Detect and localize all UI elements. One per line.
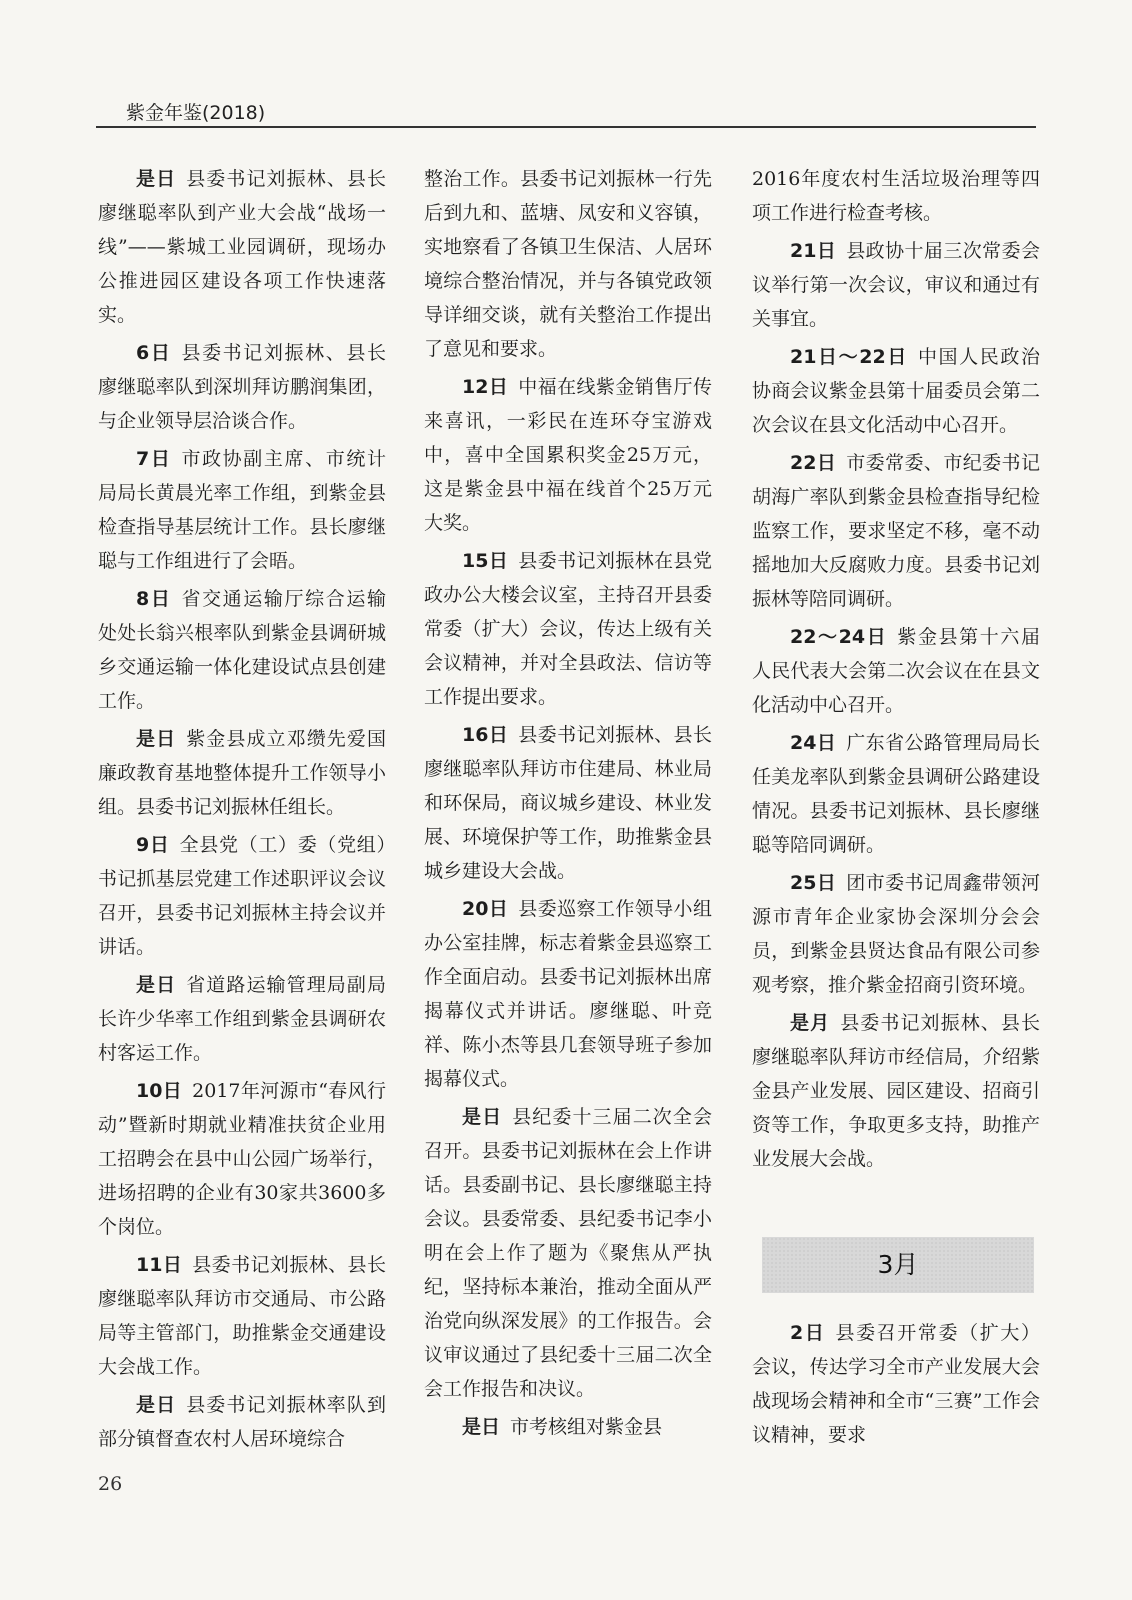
- entry-date: 是日: [136, 728, 177, 750]
- entry-date: 是日: [136, 168, 177, 190]
- entry-date: 20日: [462, 898, 509, 920]
- entry-text: 市委常委、市纪委书记胡海广率队到紫金县检查指导纪检监察工作，要求坚定不移，毫不动摇地加大反腐败力度。县委书记刘振林等陪同调研。: [752, 452, 1040, 610]
- entry: [98, 1388, 386, 1456]
- entry-date: 25日: [790, 872, 837, 894]
- header-title: 紫金年鉴(2018): [126, 102, 266, 124]
- entry: [752, 1316, 1040, 1452]
- entry-date: 6日: [136, 342, 172, 364]
- header-rule: [96, 126, 1036, 128]
- entry-text: 县委巡察工作领导小组办公室挂牌，标志着紫金县巡察工作全面启动。县委书记刘振林出席揭幕仪式并讲话。廖继聪、叶竞祥、陈小杰等县几套领导班子参加揭幕仪式。: [424, 898, 712, 1090]
- entry: [98, 1074, 386, 1244]
- column-1: [98, 162, 386, 1460]
- entry-date: 22～24日: [790, 626, 888, 648]
- month-heading-box: [762, 1237, 1034, 1293]
- entry-text: 中福在线紫金销售厅传来喜讯，一彩民在连环夺宝游戏中，喜中全国累积奖金25万元，这是紫金县中福在线首个25万元大奖。: [424, 376, 712, 534]
- column-3: [752, 162, 1040, 1180]
- entry-text: 县纪委十三届二次全会召开。县委书记刘振林在会上作讲话。县委副书记、县长廖继聪主持会议。县委常委、县纪委书记李小明在会上作了题为《聚焦从严执纪，坚持标本兼治，推动全面从严治党向纵深发展》的工作报告。会议审议通过了县纪委十三届二次全会工作报告和决议。: [424, 1106, 712, 1400]
- entry: [98, 336, 386, 438]
- entry: [424, 892, 712, 1096]
- entry-date: 11日: [136, 1254, 183, 1276]
- entry: [752, 446, 1040, 616]
- entry: [752, 866, 1040, 1002]
- entry-date: 21日: [790, 240, 837, 262]
- entry-date: 是日: [136, 974, 177, 996]
- entry-text: 省道路运输管理局副局长许少华率工作组到紫金县调研农村客运工作。: [98, 974, 386, 1064]
- entry-date: 12日: [462, 376, 509, 398]
- entry-text: 县委书记刘振林、县长廖继聪率队拜访市住建局、林业局和环保局，商议城乡建设、林业发展、环境保护等工作，助推紫金县城乡建设大会战。: [424, 724, 712, 882]
- entry: [98, 1248, 386, 1384]
- entry: [752, 1006, 1040, 1176]
- entry-date: 2日: [790, 1322, 826, 1344]
- entry-date: 7日: [136, 448, 172, 470]
- entry-date: 24日: [790, 732, 837, 754]
- entry: [98, 968, 386, 1070]
- entry-text: 团市委书记周鑫带领河源市青年企业家协会深圳分会会员，到紫金县贤达食品有限公司参观考察，推介紫金招商引资环境。: [752, 872, 1040, 996]
- entry: [98, 442, 386, 578]
- entry-text: 整治工作。县委书记刘振林一行先后到九和、蓝塘、凤安和义容镇，实地察看了各镇卫生保洁、人居环境综合整治情况，并与各镇党政领导详细交谈，就有关整治工作提出了意见和要求。: [424, 168, 712, 360]
- entry-text: 县委书记刘振林、县长廖继聪率队拜访市经信局，介绍紫金县产业发展、园区建设、招商引资等工作，争取更多支持，助推产业发展大会战。: [752, 1012, 1040, 1170]
- entry-text: 中国人民政治协商会议紫金县第十届委员会第二次会议在县文化活动中心召开。: [752, 346, 1040, 436]
- entry-text: 省交通运输厅综合运输处处长翁兴根率队到紫金县调研城乡交通运输一体化建设试点县创建工作。: [98, 588, 386, 712]
- entry-text: 全县党（工）委（党组）书记抓基层党建工作述职评议会议召开，县委书记刘振林主持会议并讲话。: [98, 834, 386, 958]
- entry: [98, 582, 386, 718]
- entry-date: 是日: [462, 1106, 503, 1128]
- entry-text: 县委书记刘振林率队到部分镇督查农村人居环境综合: [98, 1394, 386, 1450]
- entry: [424, 370, 712, 540]
- entry-text: 紫金县第十六届人民代表大会第二次会议在在县文化活动中心召开。: [752, 626, 1040, 716]
- entry: [424, 544, 712, 714]
- month-heading: 3月: [877, 1250, 919, 1279]
- entry: [752, 234, 1040, 336]
- entry: [98, 828, 386, 964]
- entry-continued: [424, 162, 712, 366]
- entry-date: 8日: [136, 588, 172, 610]
- entry-text: 紫金县成立邓缵先爱国廉政教育基地整体提升工作领导小组。县委书记刘振林任组长。: [98, 728, 386, 818]
- entry-text: 市考核组对紫金县: [510, 1416, 663, 1438]
- entry-continued: [752, 162, 1040, 230]
- entry: [424, 1100, 712, 1406]
- entry-text: 县政协十届三次常委会议举行第一次会议，审议和通过有关事宜。: [752, 240, 1040, 330]
- entry: [424, 718, 712, 888]
- entry: [424, 1410, 712, 1444]
- entry-date: 9日: [136, 834, 170, 856]
- entry: [98, 162, 386, 332]
- page-number: 26: [98, 1473, 123, 1495]
- entry-text: 广东省公路管理局局长任美龙率队到紫金县调研公路建设情况。县委书记刘振林、县长廖继聪等陪同调研。: [752, 732, 1040, 856]
- entry-text: 2017年河源市“春风行动”暨新时期就业精准扶贫企业用工招聘会在县中山公园广场举行，进场招聘的企业有30家共3600多个岗位。: [98, 1080, 386, 1238]
- entry-text: 县委书记刘振林、县长廖继聪率队到深圳拜访鹏润集团，与企业领导层洽谈合作。: [98, 342, 386, 432]
- entry: [752, 620, 1040, 722]
- entry-text: 县委召开常委（扩大）会议，传达学习全市产业发展大会战现场会精神和全市“三赛”工作会议精神，要求: [752, 1322, 1040, 1446]
- march-entries: [752, 1316, 1040, 1456]
- entry: [98, 722, 386, 824]
- entry-date: 16日: [462, 724, 509, 746]
- entry-text: 县委书记刘振林、县长廖继聪率队到产业大会战“战场一线”——紫城工业园调研，现场办公推进园区建设各项工作快速落实。: [98, 168, 386, 326]
- entry-date: 10日: [136, 1080, 183, 1102]
- entry-date: 是日: [462, 1416, 501, 1438]
- entry-date: 22日: [790, 452, 837, 474]
- column-2: [424, 162, 712, 1448]
- entry-text: 县委书记刘振林、县长廖继聪率队拜访市交通局、市公路局等主管部门，助推紫金交通建设大会战工作。: [98, 1254, 386, 1378]
- entry: [752, 340, 1040, 442]
- entry-date: 是日: [136, 1394, 177, 1416]
- entry-text: 市政协副主席、市统计局局长黄晨光率工作组，到紫金县检查指导基层统计工作。县长廖继聪与工作组进行了会晤。: [98, 448, 386, 572]
- running-header: [96, 98, 1036, 132]
- entry-text: 县委书记刘振林在县党政办公大楼会议室，主持召开县委常委（扩大）会议，传达上级有关会议精神，并对全县政法、信访等工作提出要求。: [424, 550, 712, 708]
- entry: [752, 726, 1040, 862]
- entry-date: 15日: [462, 550, 509, 572]
- entry-date: 21日～22日: [790, 346, 908, 368]
- entry-date: 是月: [790, 1012, 831, 1034]
- entry-text: 2016年度农村生活垃圾治理等四项工作进行检查考核。: [752, 168, 1040, 224]
